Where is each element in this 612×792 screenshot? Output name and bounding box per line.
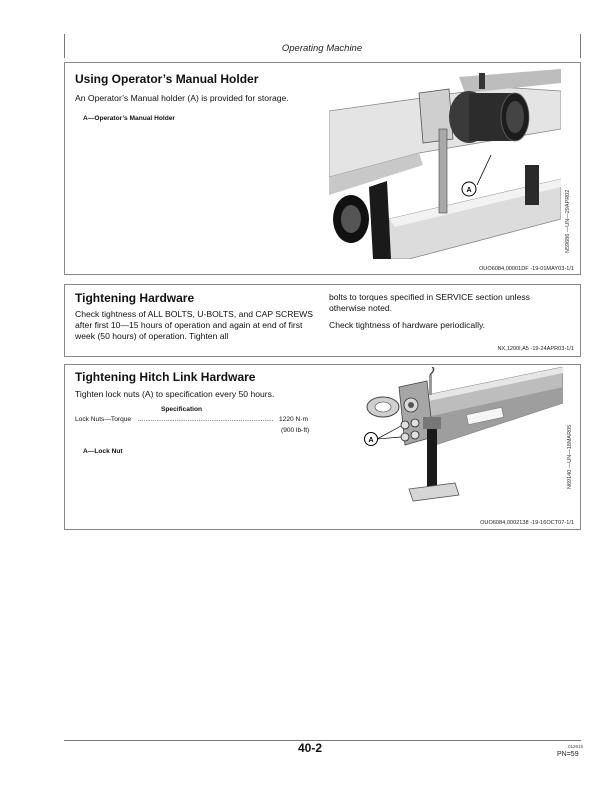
section-ref: OUO6084,00001DF -19-01MAY03-1/1 [478, 266, 574, 272]
section-ref: NX,1200l,A5 -19-24APR03-1/1 [497, 346, 574, 352]
callout-a: A [466, 187, 472, 194]
page-number: 40-2 [298, 741, 323, 755]
image-id: N59686 —UN—29APR02 [565, 189, 571, 253]
legend-item: A—Lock Nut [83, 448, 123, 455]
section-title: Using Operator’s Manual Holder [75, 72, 259, 86]
section-hitch-link [64, 364, 581, 530]
section-tightening-hardware [64, 284, 581, 357]
page-header-title: Operating Machine [281, 43, 363, 54]
spec-leader-dots: .......................................................................... [138, 416, 274, 423]
right-margin-rule [580, 34, 581, 58]
image-id: N69140 —UN—18MAR05 [567, 424, 573, 489]
footer-pn: PN=59 [557, 751, 579, 758]
spec-value-alt: (900 lb-ft) [281, 427, 310, 434]
section-body: Tighten lock nuts (A) to specification every 50 hours. [75, 389, 275, 399]
callout-a: A [368, 437, 374, 444]
legend-item: A—Operator’s Manual Holder [83, 115, 175, 122]
section-body: An Operator’s Manual holder (A) is provided for storage. [75, 93, 289, 103]
left-margin-rule [64, 34, 65, 58]
section-title: Tightening Hardware [75, 291, 195, 305]
spec-heading: Specification [161, 406, 203, 413]
section-manual-holder [64, 62, 581, 275]
spec-value: 1220 N·m [279, 416, 308, 423]
spec-label: Lock Nuts—Torque [75, 416, 132, 423]
footer-rule [64, 740, 581, 741]
section-title: Tightening Hitch Link Hardware [75, 370, 256, 384]
section-body-right-2: Check tightness of hardware periodically. [329, 320, 486, 330]
section-body-right-1: bolts to torques specified in SERVICE section unless otherwise noted. [329, 292, 530, 313]
section-ref: OUO6084,0002138 -19-16OCT07-1/1 [480, 520, 574, 526]
hitch-link-illustration [357, 367, 563, 515]
manual-holder-photo [329, 69, 561, 259]
hitch-link-photo [357, 367, 563, 515]
section-body-left: Check tightness of ALL BOLTS, U-BOLTS, and CAP SCREWS after first 10—15 hours of operation and again at end of first week (50 hours) of operation. Tighten all [75, 309, 314, 341]
manual-holder-illustration [329, 69, 561, 259]
footer-date-code: 012615 [568, 744, 584, 749]
